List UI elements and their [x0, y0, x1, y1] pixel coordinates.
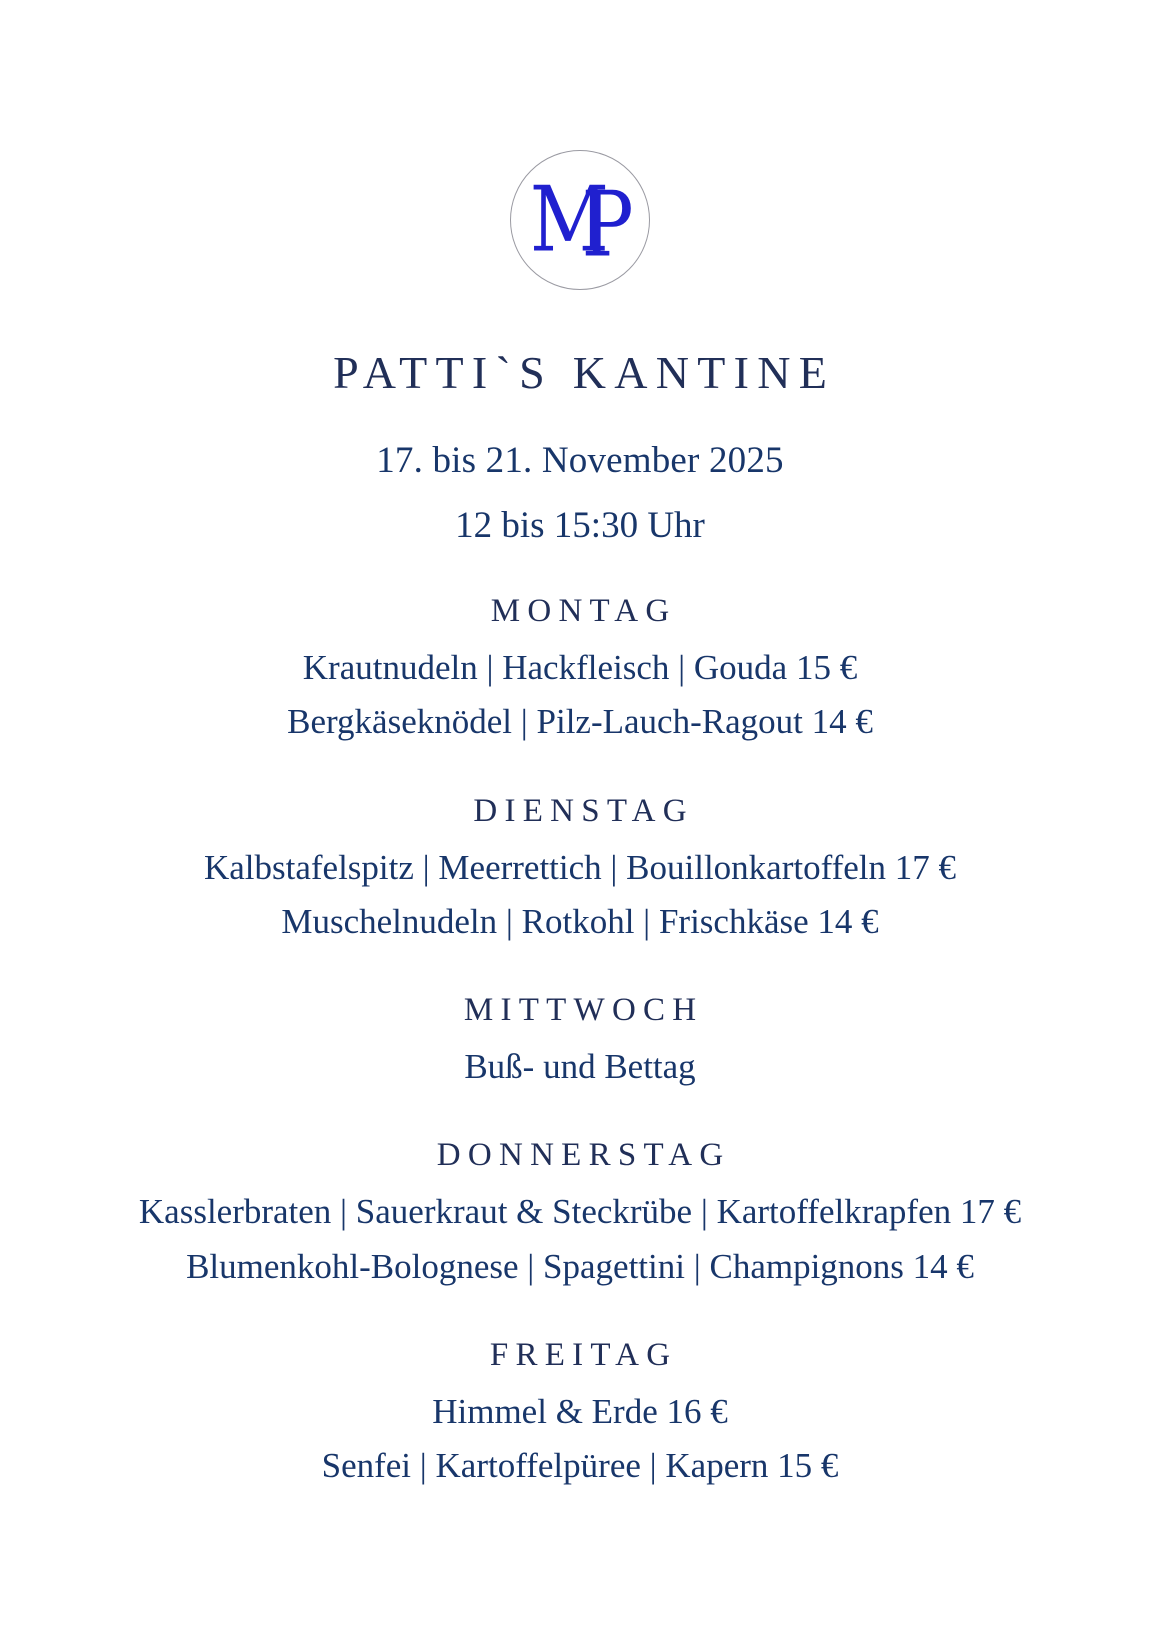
monogram-letter-m: M [529, 167, 582, 273]
day-heading: DONNERSTAG [436, 1137, 731, 1174]
day-heading: MONTAG [490, 593, 677, 629]
monogram-letter-p: P [581, 172, 607, 278]
opening-hours: 12 bis 15:30 Uhr [455, 505, 705, 546]
menu-item: Bergkäseknödel | Pilz-Lauch-Ragout 14 € [287, 702, 873, 742]
day-section [0, 1337, 1160, 1491]
menu-item: Muschelnudeln | Rotkohl | Frischkäse 14 € [281, 901, 879, 941]
date-range: 17. bis 21. November 2025 [376, 440, 784, 481]
menu-item: Senfei | Kartoffelpüree | Kapern 15 € [321, 1446, 839, 1486]
restaurant-logo [510, 150, 650, 290]
menu-item: Himmel & Erde 16 € [432, 1392, 728, 1432]
day-heading: FREITAG [489, 1337, 678, 1374]
day-heading: MITTWOCH [463, 992, 704, 1029]
restaurant-title: PATTI`S KANTINE [333, 347, 836, 398]
mp-monogram-icon [529, 167, 607, 278]
day-section [0, 1137, 1160, 1291]
menu-days [0, 547, 1160, 1491]
day-section [0, 992, 1160, 1091]
day-section [0, 793, 1160, 947]
day-heading: DIENSTAG [473, 792, 694, 829]
menu-item: Kalbstafelspitz | Meerrettich | Bouillonkartoffeln 17 € [203, 847, 957, 887]
day-section [0, 593, 1160, 747]
menu-item: Krautnudeln | Hackfleisch | Gouda 15 € [302, 648, 858, 687]
menu-item: Buß- und Bettag [464, 1047, 696, 1087]
menu-item: Blumenkohl-Bolognese | Spagettini | Champignons 14 € [186, 1246, 974, 1286]
menu-item: Kasslerbraten | Sauerkraut & Steckrübe | Kartoffelkrapfen 17 € [138, 1192, 1022, 1232]
